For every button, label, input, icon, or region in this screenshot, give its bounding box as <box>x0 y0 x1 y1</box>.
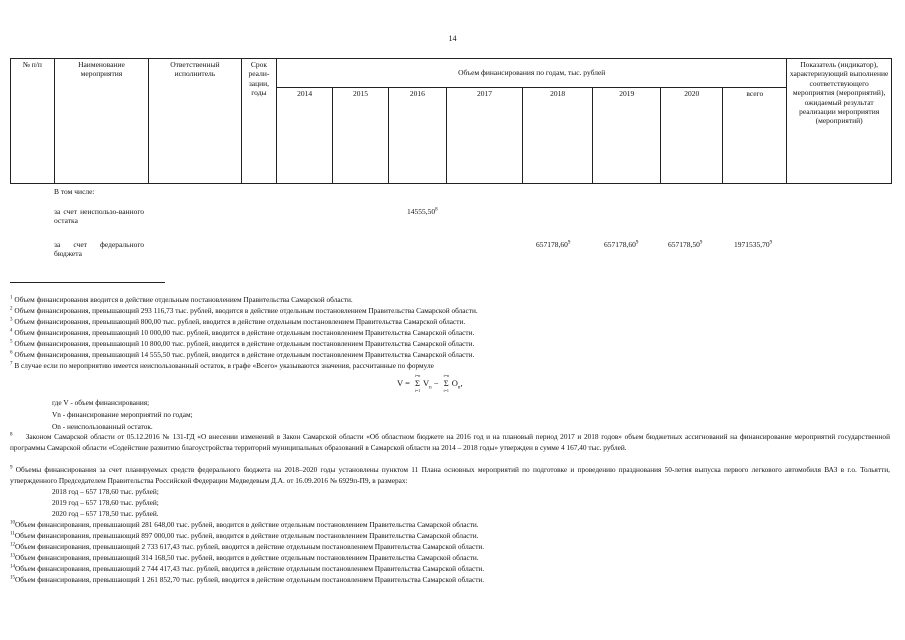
footnote-10: $^{10}$Объем финансирования, превышающий 281 648,00 тыс. рублей, вводится в действие отдельным постановлением Правительства Самарской области. <box>10 520 479 529</box>
year-2014: 2014 <box>277 88 333 184</box>
footnote-13: $^{13}$Объем финансирования, превышающий 314 168,50 тыс. рублей, вводится в действие отдельным постановлением Правительства Самарской области. <box>10 553 479 562</box>
federal-2018-amount: 2018 год – 657 178,60 тыс. рублей; <box>52 487 159 496</box>
formula: V = i=n Σ i=1 $V_n$ − i=n Σ i=1 $O_n$, <box>397 373 463 393</box>
footnote-separator <box>10 282 165 283</box>
formula-vn: Vn - финансирование мероприятий по годам; <box>52 410 193 419</box>
year-2019: 2019 <box>593 88 661 184</box>
header-term: Срок реали-зации, годы <box>241 59 277 184</box>
footnote-6: $^6$ Объем финансирования, превышающий 14 555,50 тыс. рублей, вводится в действие отдельным постановлением Правительства Самарской области. <box>10 350 475 359</box>
footnote-3: $^3$ Объем финансирования, превышающий 800,00 тыс. рублей, вводится в действие отдельным постановлением Правительства Самарской области. <box>10 317 466 326</box>
federal-2020-amount: 2020 год – 657 178,50 тыс. рублей. <box>52 509 159 518</box>
formula-where: где V - объем финансирования; <box>52 398 150 407</box>
footnote-8: $^8$ Законом Самарской области от 05.12.2016 № 131-ГД «О внесении изменений в Закон Самарской области «Об областном бюджете на 2016 год и на плановый период 2017 и 2018 годов» объем бюджетных ассигнований на финансирование мероприятий государственной программы Самарской области «Содействие развитию благоустройства территорий муниципальных образований в Самарской области на 2014 – 2018 годы» утвержден в сумме 4 167,40 тыс. рублей. <box>10 432 890 452</box>
footnote-9: $^9$ Объемы финансирования за счет планируемых средств федерального бюджета на 2018–2020 годы установлены пунктом 11 Плана основных мероприятий по подготовке и проведению празднования 50-летия выпуска первого легкового автомобиля ВАЗ в г.о. Тольятти, утвержденного Председателем Правительства Российской Федерации Медведевым Д.А. от 16.09.2016 № 6929п-П9, в размерах: <box>10 465 890 485</box>
page-number: 14 <box>448 34 457 43</box>
header-indicator: Показатель (индикатор), характеризующий выполнение соответствующего мероприятия (мероприятий), ожидаемый результат реализации мероприятия (мероприятий) <box>787 59 892 184</box>
year-2017: 2017 <box>446 88 522 184</box>
federal-2019: 657178,60$^9$ <box>604 240 639 249</box>
unused-balance-2016: 14555,50$^8$ <box>407 207 438 216</box>
footnote-5: $^5$ Объем финансирования, превышающий 10 800,00 тыс. рублей, вводится в действие отдельным постановлением Правительства Самарской области. <box>10 339 475 348</box>
formula-on: On - неиспользованный остаток. <box>52 422 153 431</box>
year-2018: 2018 <box>523 88 593 184</box>
federal-2018: 657178,60$^9$ <box>536 240 571 249</box>
header-funding: Объем финансирования по годам, тыс. рублей <box>277 59 787 88</box>
year-2015: 2015 <box>333 88 389 184</box>
funding-table <box>10 58 892 184</box>
header-num: № п/п <box>11 59 55 184</box>
federal-2020: 657178,50$^9$ <box>668 240 703 249</box>
federal-total: 1971535,70$^9$ <box>734 240 773 249</box>
federal-budget-label: за счет федерального бюджета <box>54 240 144 259</box>
footnote-1: $^1$ Объем финансирования вводится в действие отдельным постановлением Правительства Самарской области. <box>10 295 353 304</box>
footnote-2: $^2$ Объем финансирования, превышающий 293 116,73 тыс. рублей, вводится в действие отдельным постановлением Правительства Самарской области. <box>10 306 478 315</box>
footnote-4: $^4$ Объем финансирования, превышающий 10 000,00 тыс. рублей, вводится в действие отдельным постановлением Правительства Самарской области. <box>10 328 475 337</box>
including-label: В том числе: <box>54 187 95 196</box>
sum-sign-2: i=n Σ i=1 <box>443 373 449 393</box>
sum-sign-1: i=n Σ i=1 <box>414 373 421 393</box>
federal-2019-amount: 2019 год – 657 178,60 тыс. рублей; <box>52 498 159 507</box>
header-responsible: Ответственный исполнитель <box>149 59 241 184</box>
footnote-7: $^7$ В случае если по мероприятию имеется неиспользованный остаток, в графе «Всего» указываются значения, рассчитанные по формуле <box>10 361 434 370</box>
footnote-12: $^{12}$Объем финансирования, превышающий 2 733 617,43 тыс. рублей, вводится в действие отдельным постановлением Правительства Самарской области. <box>10 542 485 551</box>
footnote-11: $^{11}$Объем финансирования, превышающий 897 000,00 тыс. рублей, вводится в действие отдельным постановлением Правительства Самарской области. <box>10 531 479 540</box>
unused-balance-label: за счет неиспользо-ванного остатка <box>54 207 144 226</box>
year-2016: 2016 <box>388 88 446 184</box>
header-name: Наименование мероприятия <box>54 59 149 184</box>
footnote-14: $^{14}$Объем финансирования, превышающий 2 744 417,43 тыс. рублей, вводится в действие отдельным постановлением Правительства Самарской области. <box>10 564 485 573</box>
year-2020: 2020 <box>661 88 723 184</box>
year-total: всего <box>723 88 787 184</box>
footnote-15: $^{15}$Объем финансирования, превышающий 1 261 852,70 тыс. рублей, вводится в действие отдельным постановлением Правительства Самарской области. <box>10 575 485 584</box>
